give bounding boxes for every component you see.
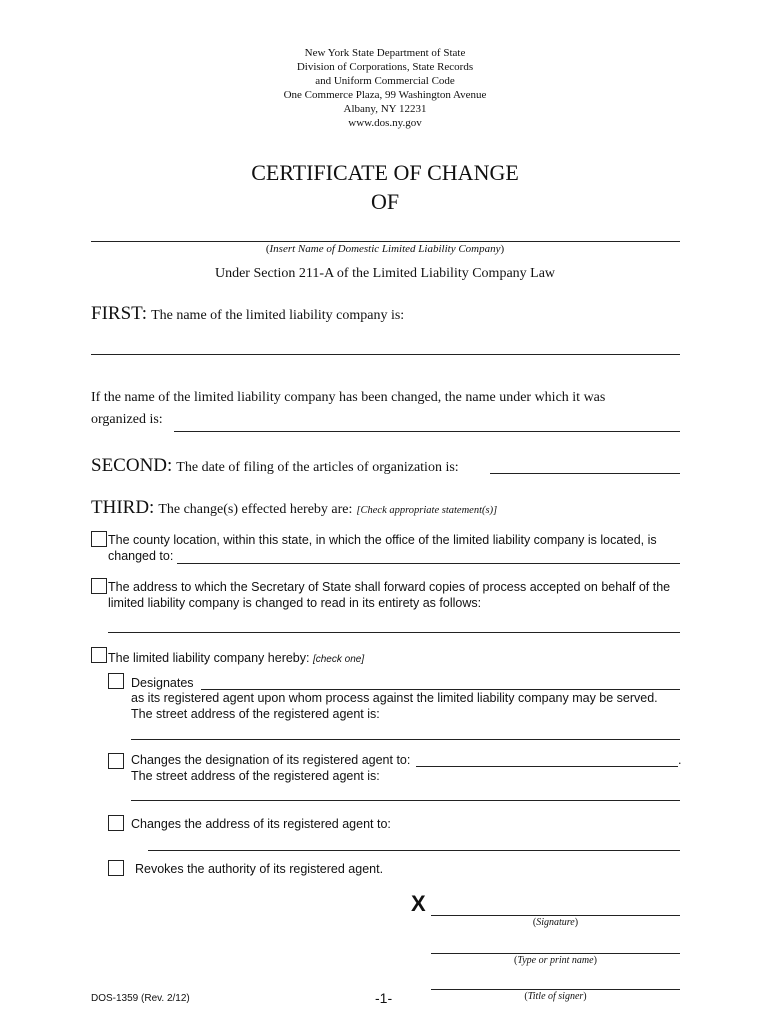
header-ucc: and Uniform Commercial Code [315, 75, 455, 87]
form-number: DOS-1359 (Rev. 2/12) [91, 993, 190, 1004]
original-name-field[interactable] [174, 431, 680, 432]
llc-current-name-field[interactable] [91, 354, 680, 355]
filing-date-field[interactable] [490, 473, 680, 474]
title-caption-text: Title of signer [527, 991, 584, 1002]
changes-designation-trail: . [678, 753, 682, 767]
county-text-2: changed to: [108, 549, 174, 563]
header-street: One Commerce Plaza, 99 Washington Avenue [283, 89, 487, 101]
second-label: SECOND: [91, 455, 173, 476]
county-field[interactable] [177, 563, 680, 564]
first-clause [91, 303, 404, 325]
changes-address-label: Changes the address of its registered agent to: [131, 817, 391, 831]
sig-paren-open: ( [532, 917, 537, 928]
county-text-1: The county location, within this state, in which the office of the limited liability company is located, is [108, 533, 657, 547]
signature-caption [431, 917, 680, 928]
changes-designation-text-2: The street address of the registered agent is: [131, 769, 380, 783]
document-title-of: OF [370, 189, 400, 214]
address-checkbox[interactable] [91, 578, 107, 594]
hereby-text: The limited liability company hereby: [108, 651, 310, 665]
sig-paren-close: ) [574, 917, 579, 928]
printed-name-caption [431, 955, 680, 966]
changes-designation-label: Changes the designation of its registered agent to: [131, 753, 411, 767]
signature-x-mark: X [411, 891, 426, 916]
second-clause [91, 455, 459, 477]
designates-checkbox[interactable] [108, 673, 124, 689]
header-department: New York State Department of State [304, 47, 466, 59]
document-title: CERTIFICATE OF CHANGE [251, 160, 519, 185]
signer-title-caption [431, 991, 680, 1002]
changes-designation-field[interactable] [416, 766, 678, 767]
third-note: [Check appropriate statement(s)] [356, 505, 498, 516]
changed-name-text-2: organized is: [91, 412, 163, 427]
hereby-note: [check one] [312, 654, 365, 665]
designates-text-2: The street address of the registered agent is: [131, 707, 380, 721]
designates-label: Designates [131, 676, 194, 690]
changes-designation-checkbox[interactable] [108, 753, 124, 769]
address-text-2: limited liability company is changed to read in its entirety as follows: [108, 596, 482, 610]
third-clause [91, 497, 497, 519]
revokes-label: Revokes the authority of its registered agent. [135, 862, 384, 876]
header-website: www.dos.ny.gov [348, 117, 422, 129]
third-text: The change(s) effected hereby are: [158, 502, 353, 517]
signature-field[interactable] [431, 915, 680, 916]
hereby-checkbox[interactable] [91, 647, 107, 663]
designates-address-field[interactable] [131, 739, 680, 740]
title-paren-close: ) [583, 991, 587, 1002]
first-label: FIRST: [91, 303, 148, 324]
llc-name-field[interactable] [91, 241, 680, 242]
sig-caption-text: Signature [536, 917, 575, 928]
caption-text: Insert Name of Domestic Limited Liability Company [269, 243, 501, 255]
changed-name-text-1: If the name of the limited liability company has been changed, the name under which it was [91, 390, 606, 405]
third-label: THIRD: [91, 497, 155, 518]
title-paren-open: ( [524, 991, 528, 1002]
caption-paren-close: ) [500, 243, 505, 255]
designates-text-1: as its registered agent upon whom process against the limited liability company may be served. [131, 691, 658, 705]
caption-paren-open: ( [265, 243, 270, 255]
revokes-checkbox[interactable] [108, 860, 124, 876]
signer-title-field[interactable] [431, 989, 680, 990]
llc-name-caption [0, 243, 770, 255]
changes-address-field[interactable] [148, 850, 680, 851]
header-division: Division of Corporations, State Records [296, 61, 474, 73]
designates-agent-field[interactable] [201, 689, 680, 690]
name-caption-text: Type or print name [517, 955, 594, 966]
name-paren-open: ( [514, 955, 518, 966]
second-text: The date of filing of the articles of organization is: [176, 460, 459, 475]
header-city: Albany, NY 12231 [343, 103, 427, 115]
page-number: -1- [375, 990, 393, 1006]
first-text: The name of the limited liability company is: [151, 308, 405, 323]
printed-name-field[interactable] [431, 953, 680, 954]
hereby-clause [108, 651, 364, 665]
changes-address-checkbox[interactable] [108, 815, 124, 831]
under-section: Under Section 211-A of the Limited Liability Company Law [214, 266, 556, 281]
address-text-1: The address to which the Secretary of State shall forward copies of process accepted on behalf of the [108, 580, 671, 594]
changes-designation-address-field[interactable] [131, 800, 680, 801]
name-paren-close: ) [593, 955, 597, 966]
county-checkbox[interactable] [91, 531, 107, 547]
address-field[interactable] [108, 632, 680, 633]
